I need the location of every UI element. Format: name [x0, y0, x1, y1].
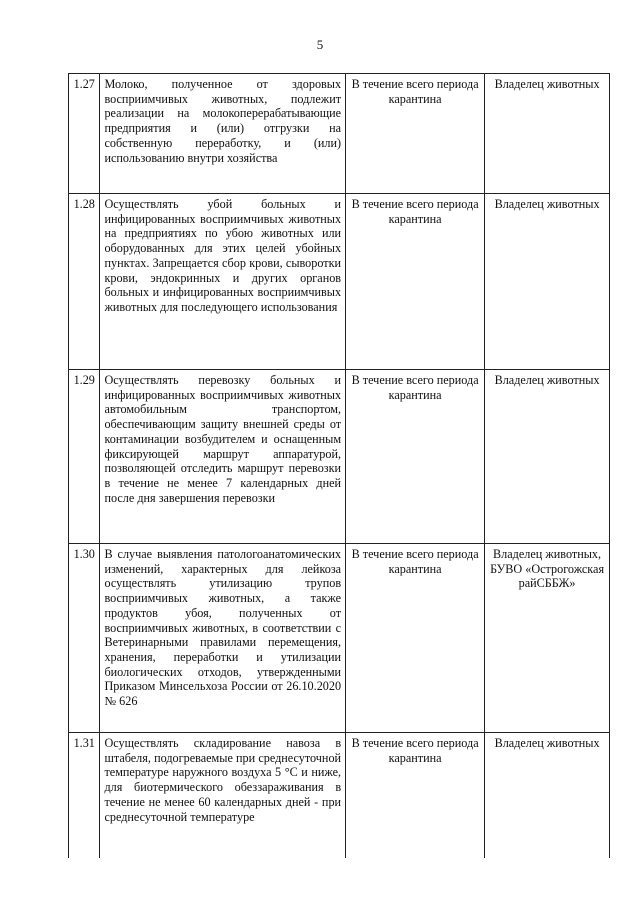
responsible-text: Владелец животных	[485, 194, 610, 370]
responsible-text: Владелец животных	[485, 74, 610, 194]
table-row	[69, 74, 610, 194]
measure-text: Осуществлять складирование навоза в штабеля, подогреваемые при среднесуточной температуре наружного воздуха 5 °С и ниже, для биотермического обеззараживания в течение не менее 60 календарных дней - при среднесуточной температуре	[100, 733, 346, 859]
table-row	[69, 733, 610, 859]
measure-text: В случае выявления патологоанатомических изменений, характерных для лейкоза осуществлять утилизацию трупов восприимчивых животных, а также продуктов убоя, полученных от восприимчивых животных, в соответствии с Ветеринарными правилами перемещения, хранения, переработки и утилизации биологических отходов, утвержденными Приказом Минсельхоза России от 26.10.2020 № 626	[100, 544, 346, 733]
responsible-text: Владелец животных, БУВО «Острогожская райСББЖ»	[485, 544, 610, 733]
measures-table	[68, 73, 610, 858]
row-number: 1.29	[69, 370, 100, 544]
table-row	[69, 544, 610, 733]
row-number: 1.31	[69, 733, 100, 859]
row-number: 1.28	[69, 194, 100, 370]
responsible-text: Владелец животных	[485, 733, 610, 859]
row-number: 1.27	[69, 74, 100, 194]
measure-text: Осуществлять убой больных и инфицированных восприимчивых животных на предприятиях по убою животных или оборудованных для этих целей убойных пунктах. Запрещается сбор крови, сыворотки крови, эндокринных и других органов больных и инфицированных восприимчивых животных для последующего использования	[100, 194, 346, 370]
table-row	[69, 370, 610, 544]
responsible-text: Владелец животных	[485, 370, 610, 544]
page-number: 5	[316, 37, 324, 52]
table-row	[69, 194, 610, 370]
term-text: В течение всего периода карантина	[346, 544, 485, 733]
row-number: 1.30	[69, 544, 100, 733]
term-text: В течение всего периода карантина	[346, 370, 485, 544]
term-text: В течение всего периода карантина	[346, 733, 485, 859]
term-text: В течение всего периода карантина	[346, 74, 485, 194]
measure-text: Молоко, полученное от здоровых восприимчивых животных, подлежит реализации на молокоперерабатывающие предприятия и (или) отгрузки на собственную переработку, и (или) использованию внутри хозяйства	[100, 74, 346, 194]
measure-text: Осуществлять перевозку больных и инфицированных восприимчивых животных автомобильным транспортом, обеспечивающим защиту внешней среды от контаминации возбудителем и оснащенным фиксирующей маршрут аппаратурой, позволяющей отследить маршрут перевозки в течение не менее 7 календарных дней после дня завершения перевозки	[100, 370, 346, 544]
term-text: В течение всего периода карантина	[346, 194, 485, 370]
